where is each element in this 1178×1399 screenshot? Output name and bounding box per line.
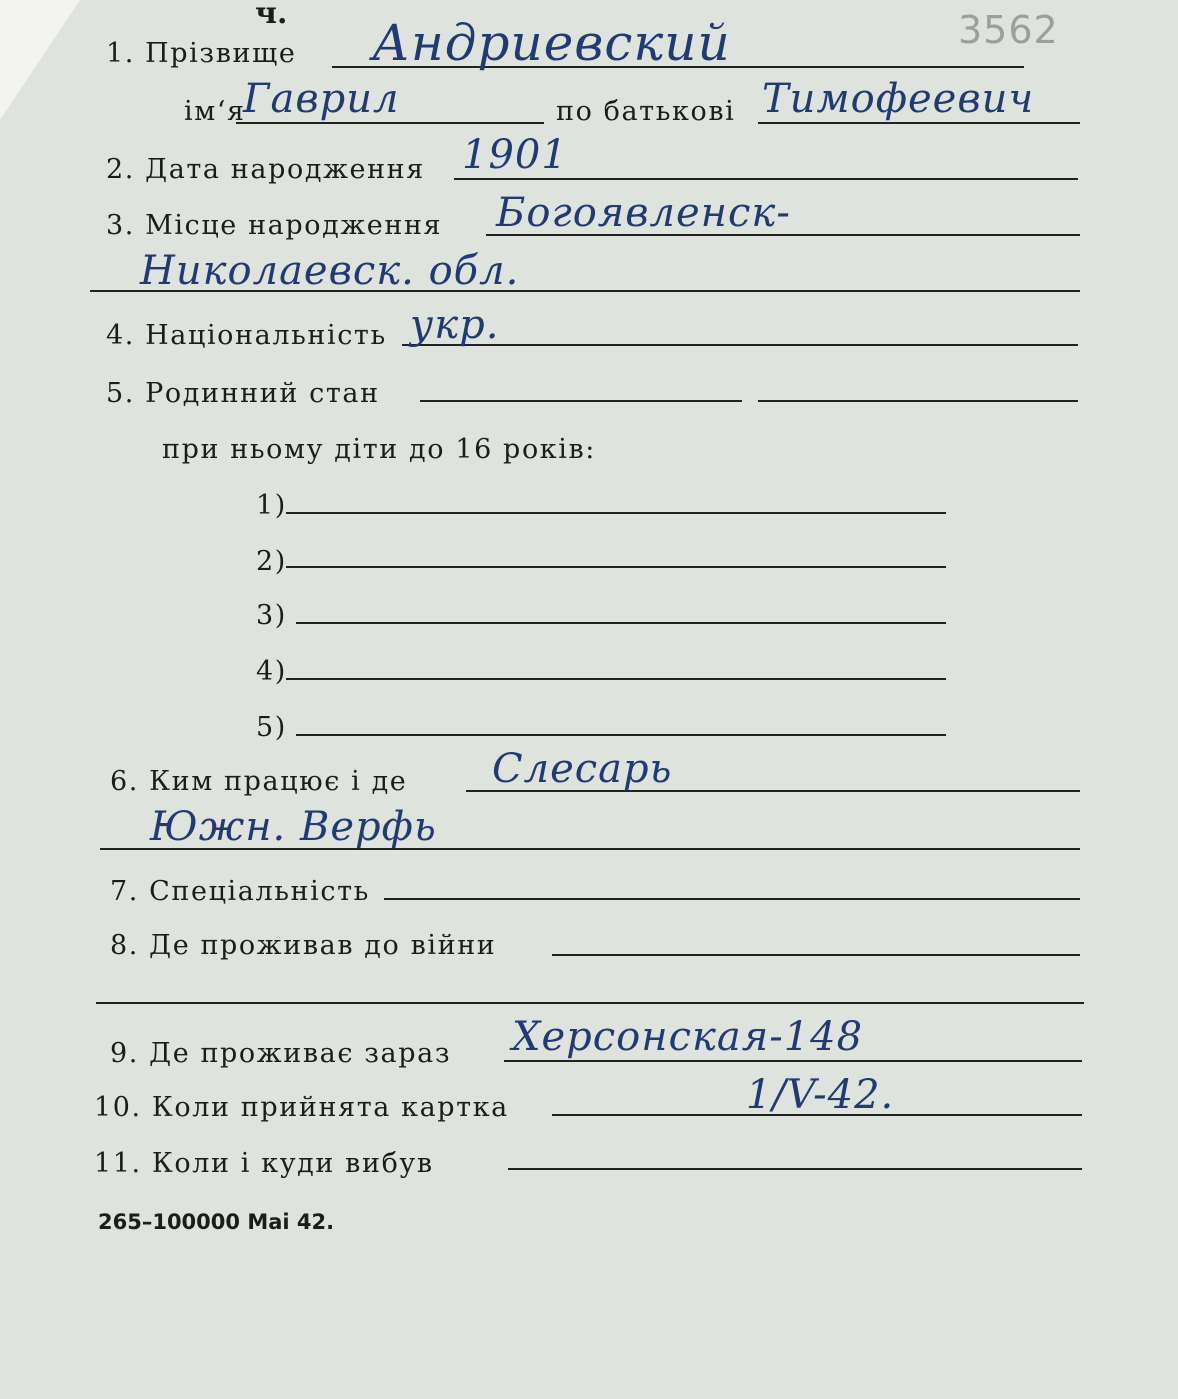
torn-corner bbox=[0, 0, 80, 120]
departed-line bbox=[508, 1168, 1082, 1170]
prewar-line-1 bbox=[552, 954, 1080, 956]
child-slot-4: 4) bbox=[256, 656, 287, 687]
departed-label: 11. Коли і куди вибув bbox=[94, 1148, 434, 1179]
child-slot-3: 3) bbox=[256, 600, 287, 631]
prewar-line-2 bbox=[96, 1002, 1084, 1004]
marital-line-1 bbox=[420, 400, 742, 402]
marital-label: 5. Родинний стан bbox=[106, 378, 380, 409]
child-line-2 bbox=[286, 566, 946, 568]
record-number: 3562 bbox=[958, 8, 1059, 52]
pob-value-2: Николаевск. обл. bbox=[140, 248, 520, 294]
child-line-5 bbox=[296, 734, 946, 736]
nationality-label: 4. Національність bbox=[106, 320, 387, 351]
child-slot-1: 1) bbox=[256, 490, 287, 521]
current-line bbox=[504, 1060, 1082, 1062]
child-line-3 bbox=[296, 622, 946, 624]
dob-line bbox=[454, 178, 1078, 180]
work-value-2: Южн. Верфь bbox=[150, 804, 437, 850]
patronymic-line bbox=[758, 122, 1080, 124]
accepted-label: 10. Коли прийнята картка bbox=[94, 1092, 509, 1123]
nationality-value: укр. bbox=[410, 302, 500, 348]
top-mark: ч. bbox=[255, 0, 288, 31]
pob-label: 3. Місце народження bbox=[106, 210, 443, 241]
dob-label: 2. Дата народження bbox=[106, 154, 425, 185]
marital-line-2 bbox=[758, 400, 1078, 402]
patronymic-label: по батькові bbox=[556, 96, 736, 127]
surname-label: 1. Прізвище bbox=[106, 38, 297, 69]
child-line-1 bbox=[286, 512, 946, 514]
name-value: Гаврил bbox=[243, 76, 400, 122]
name-line bbox=[236, 122, 544, 124]
specialty-label: 7. Спеціальність bbox=[110, 876, 370, 907]
current-value: Херсонская-148 bbox=[512, 1014, 864, 1060]
name-label: ім‘я bbox=[184, 96, 246, 127]
nationality-line bbox=[402, 344, 1078, 346]
surname-value: Андриевский bbox=[372, 14, 731, 72]
current-label: 9. Де проживає зараз bbox=[110, 1038, 452, 1069]
print-run-footer: 265–100000 Маі 42. bbox=[98, 1210, 335, 1234]
prewar-label: 8. Де проживав до війни bbox=[110, 930, 497, 961]
children-label: при ньому діти до 16 років: bbox=[162, 434, 597, 465]
specialty-line bbox=[384, 898, 1080, 900]
child-slot-2: 2) bbox=[256, 546, 287, 577]
pob-value-1: Богоявленск- bbox=[496, 190, 791, 236]
child-slot-5: 5) bbox=[256, 712, 287, 743]
work-value-1: Слесарь bbox=[492, 746, 673, 792]
work-label: 6. Ким працює і де bbox=[110, 766, 408, 797]
accepted-value: 1/V-42. bbox=[746, 1072, 895, 1118]
patronymic-value: Тимофеевич bbox=[762, 76, 1035, 122]
dob-value: 1901 bbox=[462, 132, 568, 178]
child-line-4 bbox=[286, 678, 946, 680]
